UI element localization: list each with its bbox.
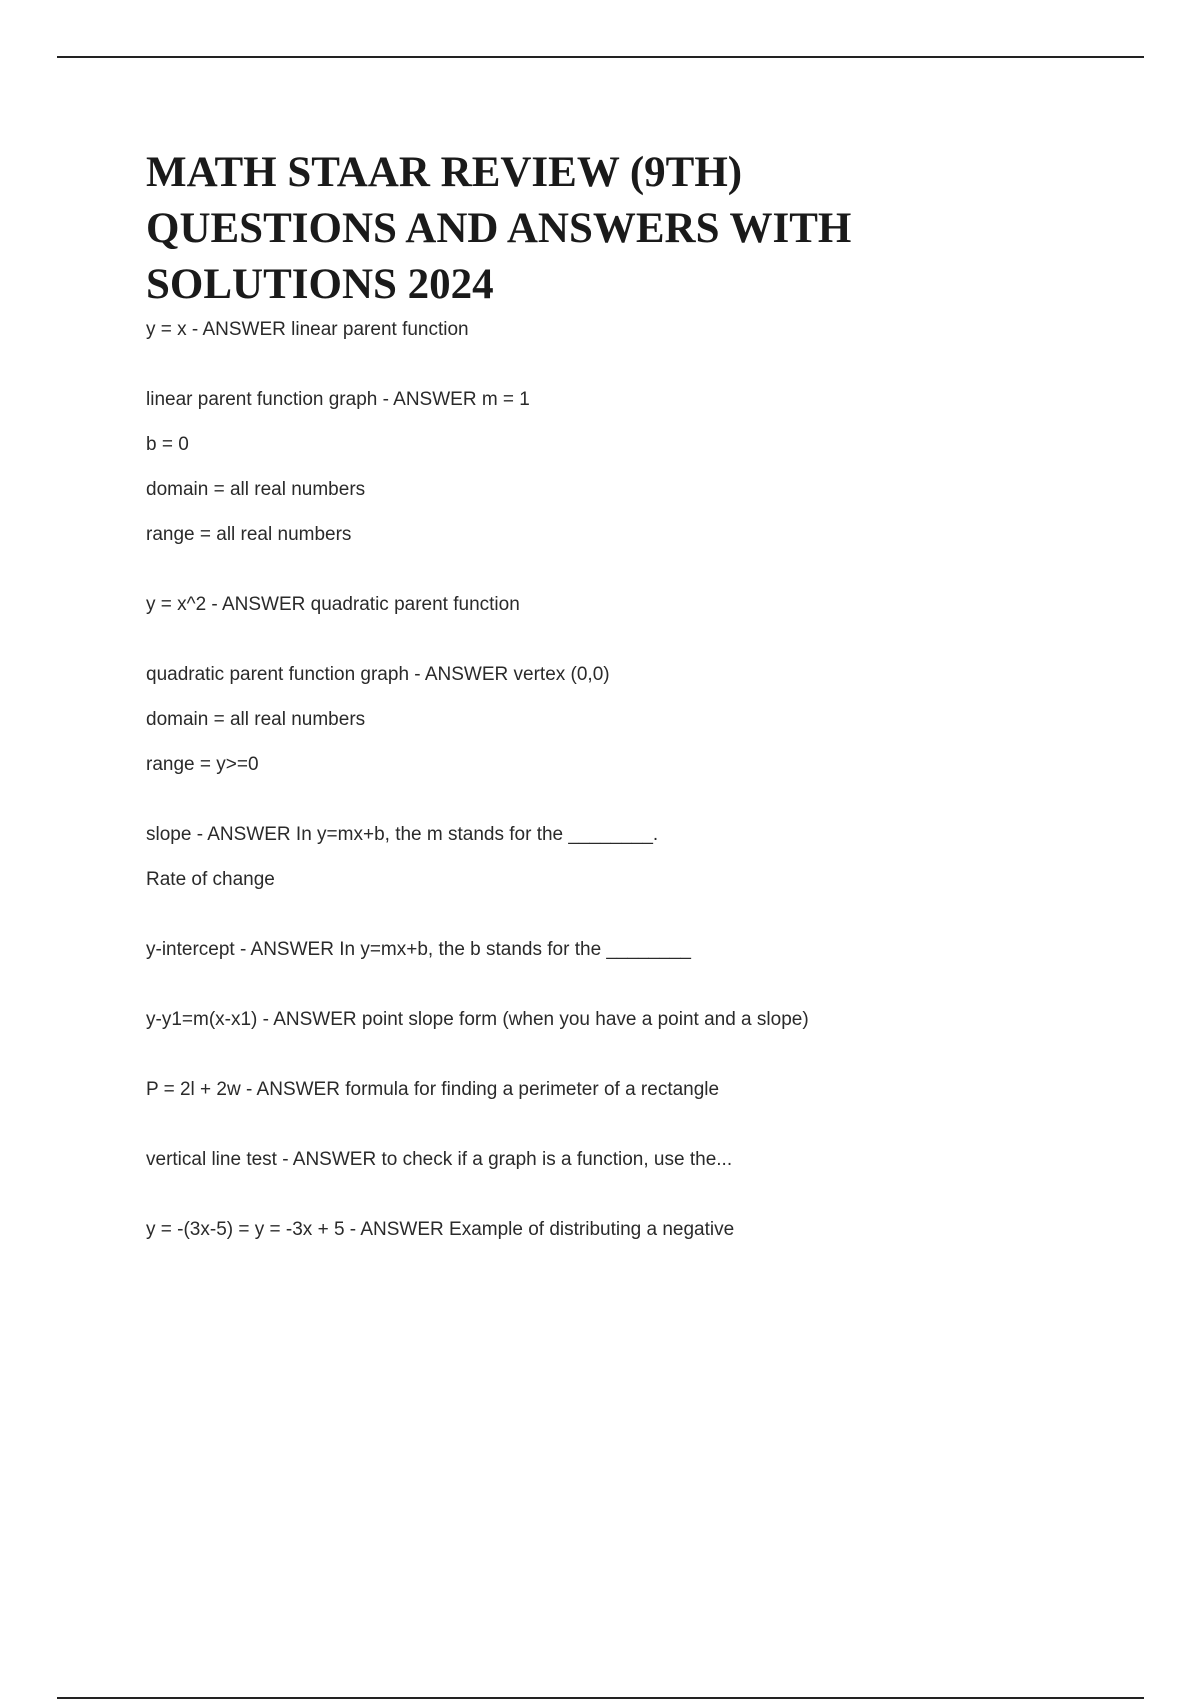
title-line: MATH STAAR REVIEW (9TH) <box>146 149 743 196</box>
qa-entry <box>146 662 1046 777</box>
qa-line: quadratic parent function graph - ANSWER vertex (0,0) <box>146 664 610 685</box>
qa-entry <box>146 822 1046 892</box>
bottom-rule <box>57 1697 1144 1699</box>
qa-line: linear parent function graph - ANSWER m = 1 <box>146 389 530 410</box>
qa-line: P = 2l + 2w - ANSWER formula for finding a perimeter of a rectangle <box>146 1079 720 1100</box>
qa-entry <box>146 1007 1046 1032</box>
qa-line: b = 0 <box>146 434 189 455</box>
title-line: SOLUTIONS 2024 <box>146 261 494 308</box>
title-line: QUESTIONS AND ANSWERS WITH <box>146 205 852 252</box>
qa-line: domain = all real numbers <box>146 709 366 730</box>
qa-line: range = y>=0 <box>146 754 259 775</box>
qa-line: domain = all real numbers <box>146 479 366 500</box>
document-body <box>146 145 1046 1287</box>
qa-line: slope - ANSWER In y=mx+b, the m stands for the ________. <box>146 824 659 845</box>
qa-entry <box>146 317 1046 342</box>
qa-entry <box>146 937 1046 962</box>
top-rule <box>57 56 1144 58</box>
qa-entry <box>146 387 1046 547</box>
qa-line: y-y1=m(x-x1) - ANSWER point slope form (when you have a point and a slope) <box>146 1009 809 1030</box>
qa-line: y = -(3x-5) = y = -3x + 5 - ANSWER Example of distributing a negative <box>146 1219 735 1240</box>
qa-entry <box>146 1147 1046 1172</box>
qa-line: vertical line test - ANSWER to check if a graph is a function, use the... <box>146 1149 733 1170</box>
qa-entry <box>146 1077 1046 1102</box>
document-title <box>146 145 1046 313</box>
qa-entry <box>146 592 1046 617</box>
qa-line: Rate of change <box>146 869 275 890</box>
qa-line: y = x - ANSWER linear parent function <box>146 319 469 340</box>
qa-line: y-intercept - ANSWER In y=mx+b, the b stands for the ________ <box>146 939 691 960</box>
qa-list <box>146 317 1046 1242</box>
qa-line: y = x^2 - ANSWER quadratic parent function <box>146 594 520 615</box>
qa-entry <box>146 1217 1046 1242</box>
qa-line: range = all real numbers <box>146 524 352 545</box>
